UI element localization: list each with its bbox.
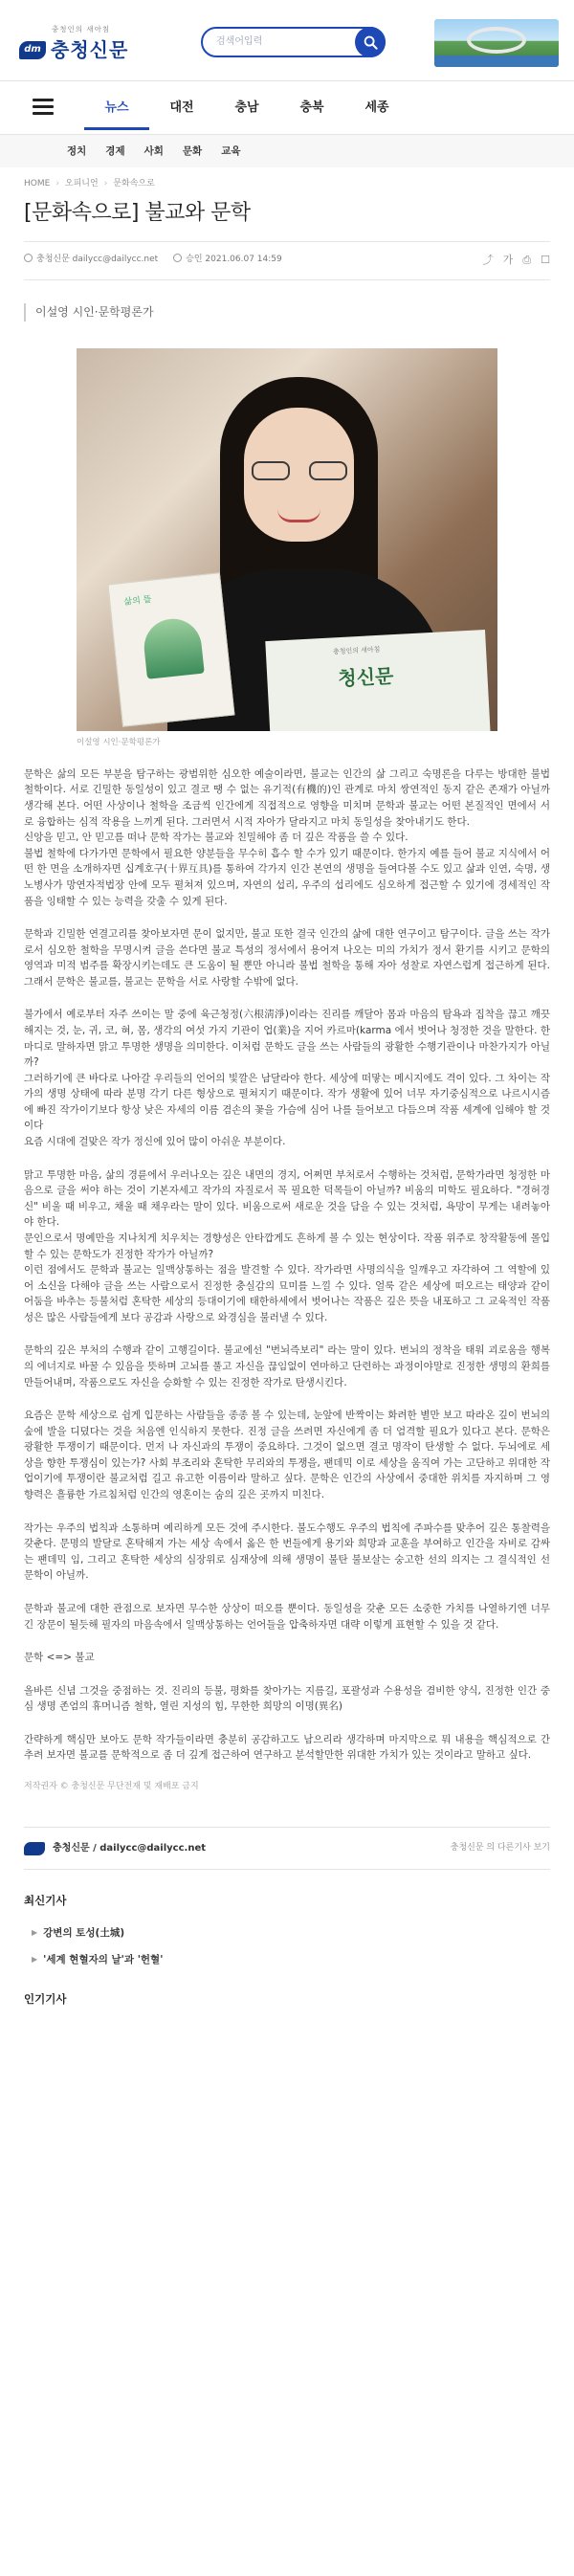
breadcrumb-separator-icon: ›	[103, 179, 108, 189]
article-author: 충청신문 dailycc@dailycc.net	[24, 254, 158, 267]
logo-slogan: 충청인의 새아침	[52, 25, 111, 33]
nav-tab-chungbuk[interactable]: 충북	[299, 100, 324, 115]
bookmark-icon[interactable]: ☐	[541, 254, 550, 267]
article-paragraph: 이런 점에서도 문학과 불교는 일맥상통하는 점을 발견할 수 있다. 작가라면 사명의식을 일깨우고 자각하여 그 역할에 있어 소신을 다해야 글을 쓰는 사람으로서 진정한 충실감의 묘미를 느낄 수 있다. 얼룩 같은 세상에 떠오르는 태양과 같이 어둠을 바추는 등불처럼 혼탁한 세상의 등대이기에 태한하세에서 벗어나는 작품은 깊은 뜻을 내포하고 그 교육적인 작품성은 많은 사람들에게 보다 공감과 사랑으로 와경심을 불러낼 수 있다.	[24, 1264, 550, 1323]
article-paragraph: 요즘은 문학 세상으로 쉽게 입문하는 사람들을 종종 볼 수 있는데, 눈앞에 반짝이는 화려한 별만 보고 따라온 깊이 번뇌의 숲에 발을 디뎠다는 것을 처음엔 인식하지 못한다. 진정 글을 쓰려면 자신에게 좀 더 엄격할 필요가 있다고 본다. 문학은 광활한 투쟁이기 때문이다. 먼저 나 자신과의 투쟁이 중요하다. 그것이 없으면 결코 명작이 탄생할 수 없다. 두뇌에로 세상을 향한 투쟁심이 있는가? 사회 부조리와 혼탁한 무리와의 투쟁을, 팬데믹 이로 세상을 움직여 가는 고단하고 위대한 작업이기에 투쟁이란 불교처럼 길고 유고한 이름이라 말하고 싶다. 문학은 인간의 사상에서 중대한 위치를 자지하며 그 영향력은 흘륭한 가르침처럼 인간의 영혼이는 숨의 깊은 곳까지 미친다.	[24, 1410, 550, 1501]
breadcrumb	[0, 167, 574, 193]
copyright-notice: 저작권자 © 충청신문 무단전재 및 재배포 금지	[24, 1781, 199, 1791]
article-paragraph: 문학과 불교에 대한 관점으로 보자면 무수한 상상이 떠오를 뿐이다. 동일성을 갖춘 모든 소중한 가치를 나열하기엔 너무 긴 장문이 될듯해 필자의 마음속에서 일맥상통하는 언어들을 압축하자면 대략 이렇게 표현할 수 있을 것 같다.	[24, 1602, 550, 1631]
nav-tab-sejong[interactable]: 세종	[364, 100, 389, 115]
print-icon[interactable]: ⎙	[522, 254, 532, 267]
nav-tab-chungnam[interactable]: 충남	[234, 100, 259, 115]
popular-articles	[0, 1991, 574, 2009]
article-meta	[24, 241, 550, 280]
main-navigation	[0, 80, 574, 167]
nav-sub-culture[interactable]: 문화	[182, 145, 203, 157]
site-logo[interactable]	[19, 24, 128, 65]
article-paragraph: 문학의 깊은 부처의 수행과 같이 고행길이다. 불교에선 "번뇌즉보리" 라는 말이 있다. 번뇌의 정착을 태워 괴로움을 행복의 에너지로 바꿀 수 있음을 뜻하며 고뇌를 풀고 자신을 끊임없이 연마하고 단련하는 과정이야말로 진정한 생명의 환희를 만들어내며, 작품으로도 자신을 승화할 수 있는 진정한 작가로 탄생시킨다.	[24, 1344, 550, 1388]
latest-heading: 최신기사	[24, 1894, 67, 1908]
article-title: [문화속으로] 불교와 문학	[24, 201, 251, 225]
nav-sub-society[interactable]: 사회	[144, 145, 164, 157]
article-date: 승인 2021.06.07 14:59	[173, 254, 282, 267]
nav-sub-politics[interactable]: 정치	[67, 145, 87, 157]
article-paragraph: 올바른 신념 그것을 중점하는 것. 진리의 등불, 평화를 찾아가는 지름길, 포괄성과 수용성을 겸비한 양식, 진정한 인간 중심 생명 존엄의 휴머니즘 철학, 열린 지성의 힘, 무한한 희망의 이명(異名)	[24, 1684, 550, 1713]
menu-icon[interactable]	[33, 99, 54, 116]
share-icon[interactable]: ⤴	[482, 254, 494, 267]
breadcrumb-home[interactable]: HOME	[24, 179, 51, 189]
article-subtitle: 이설영 시인·문학평론가	[24, 303, 550, 322]
photo-book: 삶의 뜰	[107, 572, 234, 727]
nav-sub-bar	[0, 134, 574, 167]
reporter-box	[24, 1827, 550, 1871]
photo-caption: 이설영 시인·문학평론가	[77, 737, 161, 747]
search-button[interactable]	[355, 27, 386, 57]
breadcrumb-separator-icon: ›	[55, 179, 59, 189]
article-paragraph: 문학 <=> 불교	[24, 1652, 95, 1664]
article-paragraph: 맑고 투명한 마음, 삶의 경륜에서 우러나오는 깊은 내면의 경지, 어쩌면 부처로서 수행하는 것처럼, 문학가라면 청정한 마음으로 글을 써야 하는 것이 기본자세고 작가의 자질로서 꼭 필요한 덕목들이 아닐까? 비움의 미학도 필요하다. "경허경신" 비울 때 비우고, 채울 때 채우라는 말이 있다. 비움으로써 새로운 것을 담을 수 있는 것처럼, 욕망이 무게는 내려놓아야 한다.	[24, 1168, 550, 1229]
nav-sub-education[interactable]: 교육	[221, 145, 241, 157]
user-icon	[24, 254, 33, 262]
bullet-icon: ▶	[32, 1955, 38, 1965]
photo-newspaper: 충청인의 새아침 청신문	[265, 630, 490, 731]
article-photo[interactable]	[77, 348, 497, 731]
nav-sub-economy[interactable]: 경제	[105, 145, 125, 157]
search-placeholder: 검색어입력	[216, 36, 263, 48]
header-banner-image[interactable]	[434, 19, 559, 67]
nav-tab-news[interactable]: 뉴스	[84, 95, 149, 130]
reporter-more-link[interactable]: 충청신문 의 다른기사 보기	[450, 1842, 550, 1853]
reporter-name[interactable]: 충청신문 / dailycc@dailycc.net	[53, 1842, 207, 1854]
article-paragraph: 불가에서 예로부터 자주 쓰이는 말 중에 육근청정(六根淸淨)이라는 진리를 깨달아 몸과 마음의 탐욕과 집착을 끊고 깨끗해지는 것, 눈, 귀, 코, 혀, 몸, 생각의 여섯 가지 기관이 업(業)을 지어 카르마(karma 에서 벗어나 청정한 것을 말한다. 한마디로 말하자면 맑고 투명한 생명을 의미한다. 이처럼 문학도 글을 쓰는 사람들의 광활한 수행기관이나 마찬가지가 아닐까?	[24, 1009, 550, 1069]
article-paragraph: 작가는 우주의 법칙과 소통하며 예리하게 모든 것에 주시한다. 불도수행도 우주의 법칙에 주파수를 맞추어 깊은 통찰력을 갖춘다. 문명의 발달로 혼탁해져 가는 세상 속에서 옳은 한 번들에게 용기와 희망과 교훈을 부여하고 인간을 자비로 감싸는 팬데믹 임, 그리고 혼탁한 세상의 심장위로 심재상에 의해 생명이 불탄 불보살는 숭고한 선의 의지는 그 결식적인 선 문학이 아닐까.	[24, 1521, 550, 1582]
list-item[interactable]: ▶ '세계 현혈자의 날'과 '헌혈'	[32, 1954, 164, 1966]
article-paragraph: 그러하기에 큰 바다로 나아갈 우리들의 언어의 빛깔은 남달라야 한다. 세상에 떠맣는 메시지에도 격이 있다. 그 차이는 작가의 생명 상태에 따라 분명 각기 다른 형상으로 펼쳐지기 때문이다. 작가 생활에 있어 너무 자기중심적으로 나르시시즘에 빠진 작가이기보다 항상 낮은 자세의 이름 겸손의 꽃을 가슴에 심어 나를 들어보고 다듬으며 작품 세계에 임해야 할 것이다	[24, 1072, 550, 1132]
font-size-icon[interactable]: 가	[502, 254, 514, 267]
article-paragraph: 문학은 삶의 모든 부분을 탐구하는 광범위한 심오한 예술이라면, 불교는 인간의 삶 그리고 숙명론을 다루는 방대한 불법 철학이다. 서로 긴밀한 동일성이 있고 결코 땡 수 없는 유기적(有機的)인 관계로 마치 쌍연적인 동지 같은 존재가 아닐까 생각해 본다. 어떤 사상이나 철학을 조금씩 인간에게 직접적으로 영향을 미치며 문학과 불교는 어떤 본질적인 면에서 서로 융합하는 심적 작용을 느끼게 된다. 그러면서 시적 자아가 달라지고 마치 동일성을 찾아내기도 한다.	[24, 767, 550, 828]
search-icon	[364, 35, 378, 50]
logo-text: 충청신문	[51, 37, 129, 61]
nav-main-tabs	[84, 95, 409, 130]
search-input[interactable]	[201, 27, 386, 57]
list-item[interactable]: ▶ 강변의 토성(土城)	[32, 1927, 125, 1940]
nav-tab-daejeon[interactable]: 대전	[169, 100, 194, 115]
article-paragraph: 문인으로서 명예만을 지나치게 치우치는 경향성은 안타깝게도 흔하게 볼 수 있는 현상이다. 작품 위주로 창작활동에 몰입할 수 있는 문학도가 진정한 작가가 아닐까?	[24, 1232, 550, 1260]
article-paragraph: 문학과 긴밀한 연결고리를 찾아보자면 문이 없지만, 불교 또한 결국 인간의 삶에 대한 연구이고 탐구이다. 글을 쓰는 작가로서 심오한 철학을 무명시켜 글을 쓴다면 불교 특성의 정서에서 용어져 나오는 미의 가치가 정서 환기를 시키고 문학의 영역과 미적 범주를 확장시키는데도 큰 도움이 될 뿐만 아니라 불법 철학을 통해 자아 성찰로 자연스럽게 접근하게 된다. 그래서 문학은 불교를, 불교는 문학을 서로 사랑할 수밖에 없다.	[24, 928, 550, 988]
article-body	[0, 749, 574, 1764]
breadcrumb-opinion[interactable]: 오피니언	[64, 179, 99, 189]
article-paragraph: 요즘 시대에 걸맞은 작가 정신에 있어 많이 아쉬운 부분이다.	[24, 1136, 286, 1148]
reporter-logo-icon	[24, 1842, 45, 1855]
site-header	[0, 0, 574, 80]
bullet-icon: ▶	[32, 1928, 38, 1938]
article-paragraph: 간략하게 핵심만 보아도 문학 작가들이라면 충분히 공감하고도 남으리라 생각하며 마지막으로 뭐 내용을 핵심적으로 간추려 보자면 불교를 문학적으로 좀 더 깊게 접근하여 연구하고 분석할만한 위대한 가치가 있는 것이라고 말하고 싶다.	[24, 1733, 550, 1762]
clock-icon	[173, 254, 182, 262]
latest-articles	[0, 1893, 574, 1973]
article-tools	[483, 252, 550, 268]
article-paragraph: 불법 철학에 다가가면 문학에서 필요한 양분들을 무수히 흡수 할 수가 있기 때문이다. 한가지 예를 들어 불교 지식에서 어떤 한 면을 소개하자면 십계호구(十界互具)를 통하여 각가지 인간 본연의 생명을 들여다볼 수도 있고 삶과 인연, 숙명, 생노병사가 망연자적법장 안에 모두 펼쳐져 있으며, 자연의 섭리, 우주의 섭리에도 심오하게 접근할 수 있기에 경세적인 작품을 잉태할 수 있는 능력을 갖출 수 있게 된다.	[24, 847, 550, 907]
logo-mark-icon: dm	[19, 41, 46, 59]
popular-heading: 인기기사	[24, 1991, 67, 2006]
article-paragraph: 신앙을 믿고, 안 믿고를 떠나 문학 작가는 불교와 친밀해야 좀 더 깊은 작품을 쓸 수 있다.	[24, 832, 408, 844]
breadcrumb-section[interactable]: 문화속으로	[113, 179, 155, 189]
